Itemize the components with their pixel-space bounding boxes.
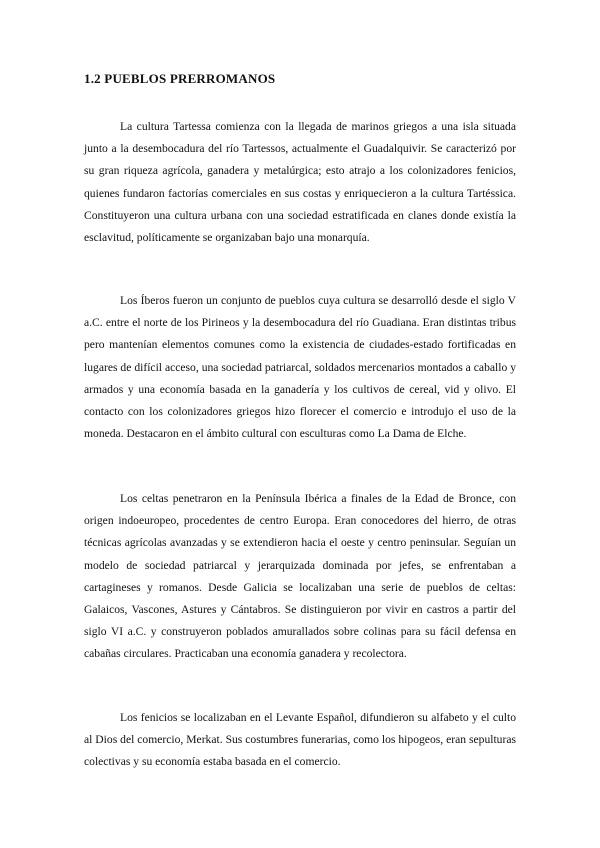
paragraph-tartessos: La cultura Tartessa comienza con la llegada de marinos griegos a una isla situada junto a la desembocadura del río Tartessos, actualmente el Guadalquivir. Se caracterizó por su gran riqueza agrícola, ganadera y metalúrgica; esto atrajo a los colonizadores fenicios, quienes fundaron factorías comerciales en sus costas y enriquecieron a la cultura Tartéssica. Constituyeron una cultura urbana con una sociedad estratificada en clanes donde existía la esclavitud, políticamente se organizaban bajo una monarquía. [84, 120, 516, 245]
paragraph-celtas: Los celtas penetraron en la Península Ibérica a finales de la Edad de Bronce, con origen indoeuropeo, procedentes de centro Europa. Eran conocedores del hierro, de otras técnicas agrícolas avanzadas y se extendieron hacia el oeste y centro peninsular. Seguían un modelo de sociedad patriarcal y jerarquizada dominada por jefes, se enfrentaban a cartagineses y romanos. Desde Galicia se localizaban una serie de pueblos de celtas: Galaicos, Vascones, Astures y Cántabros. Se distinguieron por vivir en castros a partir del siglo VI a.C. y construyeron poblados amurallados sobre colinas para su fácil defensa en cabañas circulares. Practicaban una economía ganadera y recolectora. [84, 492, 516, 661]
section-heading: 1.2 PUEBLOS PRERROMANOS [84, 71, 276, 86]
paragraph-fenicios: Los fenicios se localizaban en el Levante Español, difundieron su alfabeto y el culto al Dios del comercio, Merkat. Sus costumbres funerarias, como los hipogeos, eran sepulturas colectivas y su economía estaba basada en el comercio. [84, 711, 516, 769]
paragraph-iberos: Los Íberos fueron un conjunto de pueblos cuya cultura se desarrolló desde el siglo V a.C. entre el norte de los Pirineos y la desembocadura del río Guadiana. Eran distintas tribus pero mantenían elementos comunes como la existencia de ciudades-estado fortificadas en lugares de difícil acceso, una sociedad patriarcal, soldados mercenarios montados a caballo y armados y una economía basada en la ganadería y los cultivos de cereal, vid y olivo. El contacto con los colonizadores griegos hizo florecer el comercio e introdujo el uso de la moneda. Destacaron en el ámbito cultural con esculturas como La Dama de Elche. [84, 294, 516, 441]
